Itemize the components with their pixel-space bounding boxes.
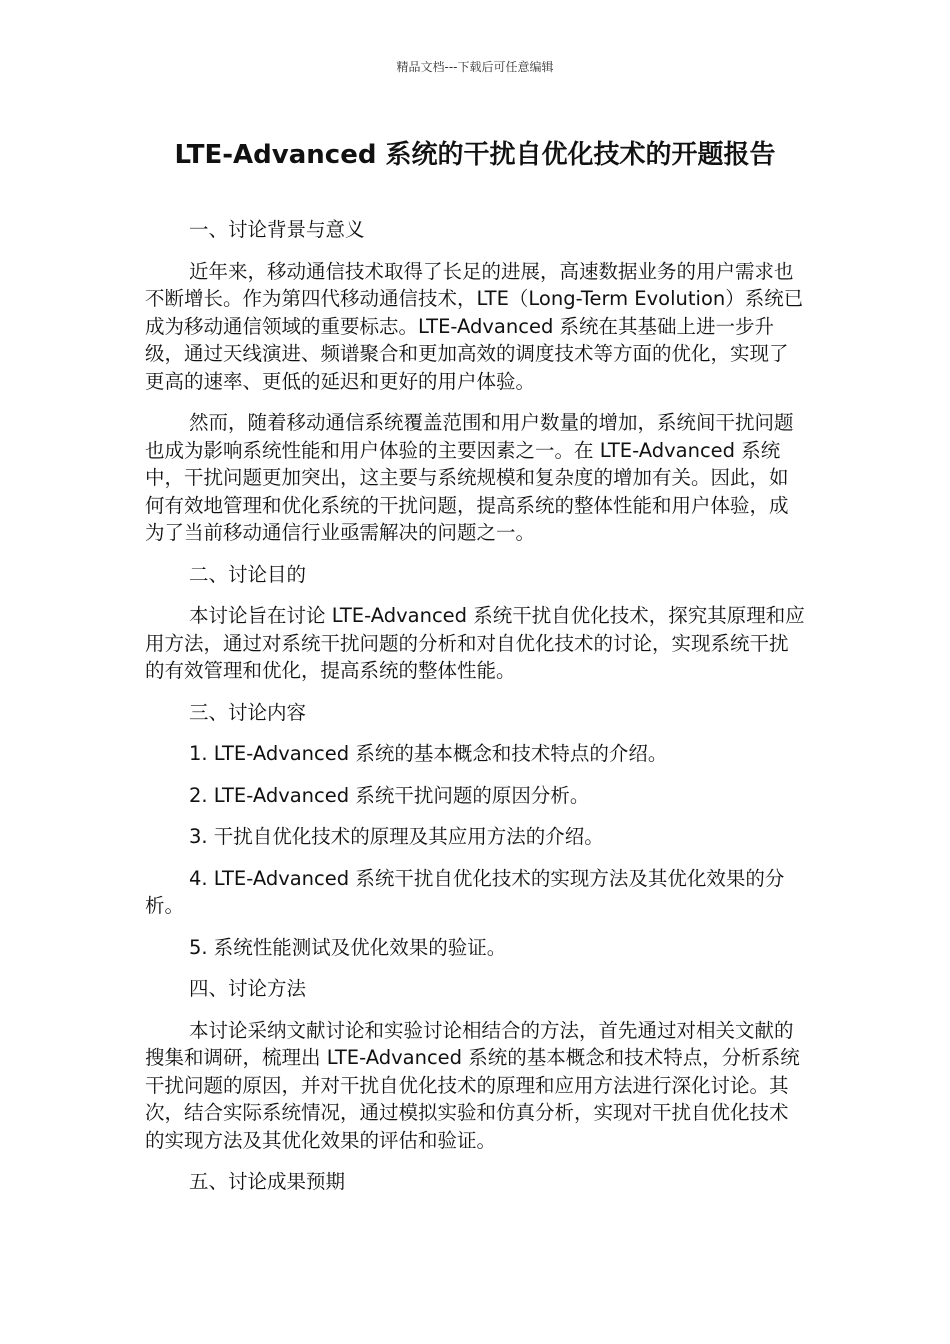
section-heading-background: 一、讨论背景与意义: [189, 218, 365, 241]
document-body: [145, 216, 805, 1210]
section-heading-content: 三、讨论内容: [189, 700, 307, 724]
content-list-item: 5. 系统性能测试及优化效果的验证。: [189, 935, 507, 959]
header-watermark: 精品文档---下载后可任意编辑: [396, 60, 554, 74]
content-list-item: 3. 干扰自优化技术的原理及其应用方法的介绍。: [189, 825, 604, 848]
document-title: LTE-Advanced 系统的干扰自优化技术的开题报告: [174, 140, 776, 170]
paragraph-background-1: 近年来，移动通信技术取得了长足的进展，高速数据业务的用户需求也不断增长。作为第四代移动通信技术，LTE（Long-Term Evolution）系统已成为移动通信领域的重要标志。LTE-Advanced 系统在其基础上进一步升级，通过天线演进、频谱聚合和更加高效的调度技术等方面的优化，实现了更高的速率、更低的延迟和更好的用户体验。: [145, 259, 804, 393]
content-list-item: 2. LTE-Advanced 系统干扰问题的原因分析。: [189, 783, 590, 807]
section-heading-expected-results: 五、讨论成果预期: [189, 1170, 346, 1193]
content-list-item: 4. LTE-Advanced 系统干扰自优化技术的实现方法及其优化效果的分析。: [145, 866, 785, 917]
paragraph-method: 本讨论采纳文献讨论和实验讨论相结合的方法，首先通过对相关文献的搜集和调研，梳理出 LTE-Advanced 系统的基本概念和技术特点，分析系统干扰问题的原因，并对干扰自优化技术的原理和应用方法进行深化讨论。其次，结合实际系统情况，通过模拟实验和仿真分析，实现对干扰自优化技术的实现方法及其优化效果的评估和验证。: [145, 1018, 800, 1152]
paragraph-background-2: 然而，随着移动通信系统覆盖范围和用户数量的增加，系统间干扰问题也成为影响系统性能和用户体验的主要因素之一。在 LTE-Advanced 系统中，干扰问题更加突出，这主要与系统规模和复杂度的增加有关。因此，如何有效地管理和优化系统的干扰问题，提高系统的整体性能和用户体验，成为了当前移动通信行业亟需解决的问题之一。: [145, 411, 794, 544]
section-heading-method: 四、讨论方法: [189, 977, 307, 1000]
section-heading-purpose: 二、讨论目的: [189, 562, 307, 586]
paragraph-purpose: 本讨论旨在讨论 LTE-Advanced 系统干扰自优化技术，探究其原理和应用方法，通过对系统干扰问题的分析和对自优化技术的讨论，实现系统干扰的有效管理和优化，提高系统的整体性能。: [145, 604, 805, 682]
content-list-item: 1. LTE-Advanced 系统的基本概念和技术特点的介绍。: [189, 742, 668, 765]
